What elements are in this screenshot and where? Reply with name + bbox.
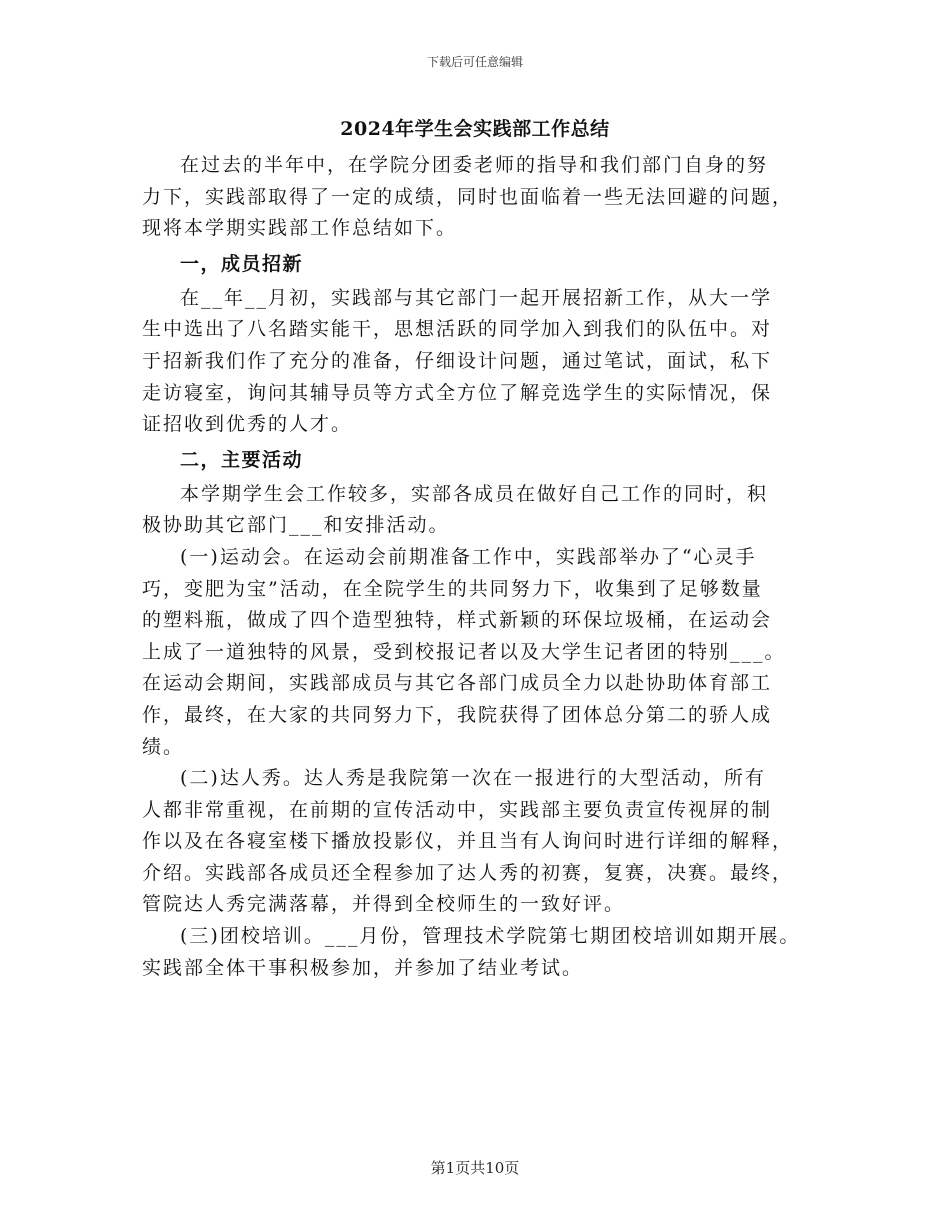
intro-paragraph <box>142 150 807 245</box>
header-note: 下载后可任意编辑 <box>426 55 523 69</box>
league-school-training-paragraph <box>142 921 807 984</box>
text-line: 证招收到优秀的人才。 <box>142 413 353 436</box>
text-line: 人都非常重视，在前期的宣传活动中，实践部主要负责宣传视屏的制 <box>142 798 773 821</box>
document-body <box>142 150 807 984</box>
sports-meet-paragraph <box>142 542 807 763</box>
text-line: 管院达人秀完满落幕，并得到全校师生的一致好评。 <box>142 893 626 916</box>
section-heading-activities: 二，主要活动 <box>180 448 304 471</box>
text-line: 的塑料瓶，做成了四个造型独特，样式新颖的环保垃圾桶，在运动会 <box>142 609 773 632</box>
text-line: 实践部全体干事积极参加，并参加了结业考试。 <box>142 956 584 979</box>
talent-show-paragraph <box>142 763 807 921</box>
text-line: 在运动会期间，实践部成员与其它各部门成员全力以赴协助体育部工 <box>142 672 773 695</box>
text-line: (三)团校培训。___月份，管理技术学院第七期团校培训如期开展。 <box>180 925 801 948</box>
text-line: 在过去的半年中，在学院分团委老师的指导和我们部门自身的努 <box>180 154 769 176</box>
text-line: 上成了一道独特的风景，受到校报记者以及大学生记者团的特别___。 <box>142 640 786 663</box>
text-line: 本学期学生会工作较多，实部各成员在做好自己工作的同时，积 <box>180 482 769 505</box>
text-line: (一)运动会。在运动会前期准备工作中，实践部举办了“心灵手 <box>180 545 757 568</box>
text-line: 绩。 <box>142 735 185 758</box>
text-line: 现将本学期实践部工作总结如下。 <box>142 217 458 240</box>
section-heading-recruitment: 一，成员招新 <box>180 252 304 275</box>
text-line: (二)达人秀。达人秀是我院第一次在一报进行的大型活动，所有 <box>180 767 766 790</box>
text-line: 作，最终，在大家的共同努力下，我院获得了团体总分第二的骄人成 <box>142 703 773 726</box>
text-line: 生中选出了八名踏实能干，思想活跃的同学加入到我们的队伍中。对 <box>142 318 773 341</box>
recruitment-paragraph <box>142 283 807 441</box>
document-title: 2024年学生会实践部工作总结 <box>340 118 610 140</box>
text-line: 介绍。实践部各成员还全程参加了达人秀的初赛，复赛，决赛。最终， <box>142 861 794 884</box>
page-number: 第1页共10页 <box>430 1159 520 1177</box>
text-line: 巧，变肥为宝”活动，在全院学生的共同努力下，收集到了足够数量 <box>142 577 763 600</box>
text-line: 力下，实践部取得了一定的成绩，同时也面临着一些无法回避的问题， <box>142 185 794 208</box>
activities-intro-paragraph <box>142 479 807 542</box>
text-line: 极协助其它部门___和安排活动。 <box>142 514 450 537</box>
text-line: 走访寝室，询问其辅导员等方式全方位了解竞选学生的实际情况，保 <box>142 381 773 404</box>
text-line: 作以及在各寝室楼下播放投影仪，并且当有人询问时进行详细的解释， <box>142 830 794 853</box>
text-line: 在__年__月初，实践部与其它部门一起开展招新工作，从大一学 <box>180 286 773 309</box>
text-line: 于招新我们作了充分的准备，仔细设计问题，通过笔试，面试，私下 <box>142 349 773 372</box>
